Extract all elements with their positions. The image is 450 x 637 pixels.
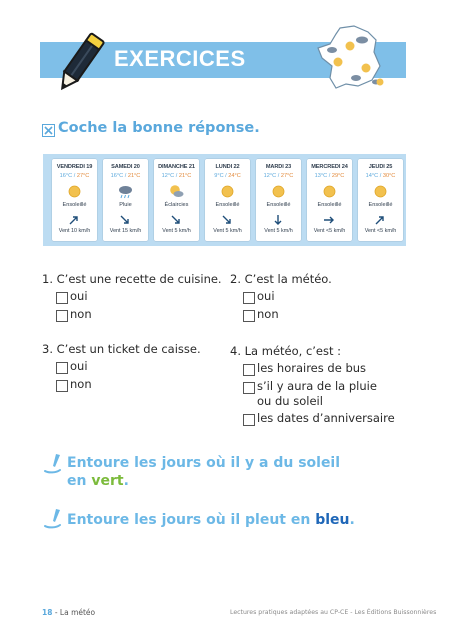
day-name: VENDREDI 19 xyxy=(56,164,93,170)
day-name: LUNDI 22 xyxy=(215,164,240,170)
day-temperature: 13°C / 29°C xyxy=(314,173,345,179)
arrow-up-right-icon xyxy=(374,211,386,223)
page-footer-right: Lectures pratiques adaptées au CP-CE - Les Éditions Buissonnières xyxy=(230,609,437,616)
checkbox-q3-oui[interactable] xyxy=(56,362,68,374)
day-wind: Vent 5 km/h xyxy=(162,228,191,234)
option-label-continued: ou du soleil xyxy=(257,394,323,408)
day-wind: Vent 5 km/h xyxy=(264,228,293,234)
option-label: oui xyxy=(257,289,275,303)
option-label: non xyxy=(257,307,279,321)
weather-day-card[interactable] xyxy=(205,159,250,241)
day-temperature: 14°C / 30°C xyxy=(365,173,396,179)
sun-cloud-icon xyxy=(169,184,184,199)
sun-icon xyxy=(373,184,388,199)
day-name: DIMANCHE 21 xyxy=(158,164,195,170)
arrow-up-right-icon xyxy=(68,211,80,223)
day-wind: Vent <5 km/h xyxy=(313,228,346,234)
pen-instruction-icon xyxy=(42,452,64,474)
color-word-green: vert xyxy=(91,473,124,489)
option-label: non xyxy=(70,377,92,391)
option-label: oui xyxy=(70,289,88,303)
pencil-icon xyxy=(55,28,105,98)
sun-icon xyxy=(220,184,235,199)
checkbox-q3-non[interactable] xyxy=(56,380,68,392)
arrow-down-right-icon xyxy=(119,211,131,223)
day-wind: Vent <5 km/h xyxy=(364,228,397,234)
instruction-sun-line1: Entoure les jours où il y a du soleil xyxy=(67,455,341,471)
option-label: s’il y aura de la pluie xyxy=(257,379,377,393)
checkbox-q1-non[interactable] xyxy=(56,310,68,322)
day-condition: Ensoleillé xyxy=(62,202,87,208)
instruction-sun: Entoure les jours où il y a du soleil en vert. xyxy=(67,455,341,489)
checkbox-instruction-icon xyxy=(42,124,55,137)
question-3: 3. C’est un ticket de caisse. xyxy=(42,342,201,356)
option-label: oui xyxy=(70,359,88,373)
option-label: les horaires de bus xyxy=(257,361,367,375)
day-condition: Ensoleillé xyxy=(266,202,291,208)
checkbox-q4-anniversaire[interactable] xyxy=(243,414,255,426)
arrow-down-icon xyxy=(272,211,284,223)
day-temperature: 12°C / 21°C xyxy=(161,173,192,179)
checkbox-q1-oui[interactable] xyxy=(56,292,68,304)
page-title: EXERCICES xyxy=(114,46,246,71)
question-4: 4. La météo, c’est : xyxy=(230,344,342,358)
weather-forecast-strip xyxy=(43,154,406,246)
weather-day-card[interactable] xyxy=(52,159,97,241)
day-temperature: 16°C / 27°C xyxy=(59,173,90,179)
day-condition: Ensoleillé xyxy=(317,202,342,208)
day-condition: Ensoleillé xyxy=(215,202,240,208)
arrow-down-right-icon xyxy=(221,211,233,223)
instruction-rain: Entoure les jours où il pleut en bleu. xyxy=(67,512,355,528)
day-temperature: 9°C / 24°C xyxy=(214,173,241,179)
sun-icon xyxy=(67,184,82,199)
day-name: SAMEDI 20 xyxy=(111,164,140,170)
checkbox-q2-oui[interactable] xyxy=(243,292,255,304)
checkbox-q4-bus[interactable] xyxy=(243,364,255,376)
day-condition: Éclaircies xyxy=(164,202,189,208)
option-label: non xyxy=(70,307,92,321)
sun-icon xyxy=(322,184,337,199)
weather-day-card[interactable] xyxy=(358,159,403,241)
day-condition: Ensoleillé xyxy=(368,202,393,208)
color-word-blue: bleu xyxy=(315,512,350,528)
day-name: MERCREDI 24 xyxy=(311,164,348,170)
rain-cloud-icon xyxy=(118,184,133,199)
checkbox-q2-non[interactable] xyxy=(243,310,255,322)
arrow-down-right-icon xyxy=(170,211,182,223)
page-number: 18 xyxy=(42,608,53,617)
sun-icon xyxy=(271,184,286,199)
day-wind: Vent 5 km/h xyxy=(213,228,242,234)
day-temperature: 16°C / 21°C xyxy=(110,173,141,179)
day-wind: Vent 15 km/h xyxy=(109,228,142,234)
weather-day-card[interactable] xyxy=(103,159,148,241)
option-label: les dates d’anniversaire xyxy=(257,411,395,425)
day-name: JEUDI 25 xyxy=(368,164,393,170)
arrow-right-icon xyxy=(323,211,335,223)
weather-day-card[interactable] xyxy=(154,159,199,241)
question-1: 1. C’est une recette de cuisine. xyxy=(42,272,222,286)
weather-day-card[interactable] xyxy=(256,159,301,241)
section-title: Coche la bonne réponse. xyxy=(58,120,260,136)
checkbox-q4-pluie-soleil[interactable] xyxy=(243,382,255,394)
weather-day-card[interactable] xyxy=(307,159,352,241)
day-wind: Vent 10 km/h xyxy=(58,228,91,234)
day-name: MARDI 23 xyxy=(265,164,292,170)
page-footer-left xyxy=(42,608,95,617)
day-temperature: 12°C / 27°C xyxy=(263,173,294,179)
day-condition: Pluie xyxy=(119,202,132,208)
pen-instruction-icon xyxy=(42,507,64,529)
france-weather-map-icon xyxy=(310,22,392,94)
chapter-name: - La météo xyxy=(52,608,96,617)
question-2: 2. C’est la météo. xyxy=(230,272,332,286)
